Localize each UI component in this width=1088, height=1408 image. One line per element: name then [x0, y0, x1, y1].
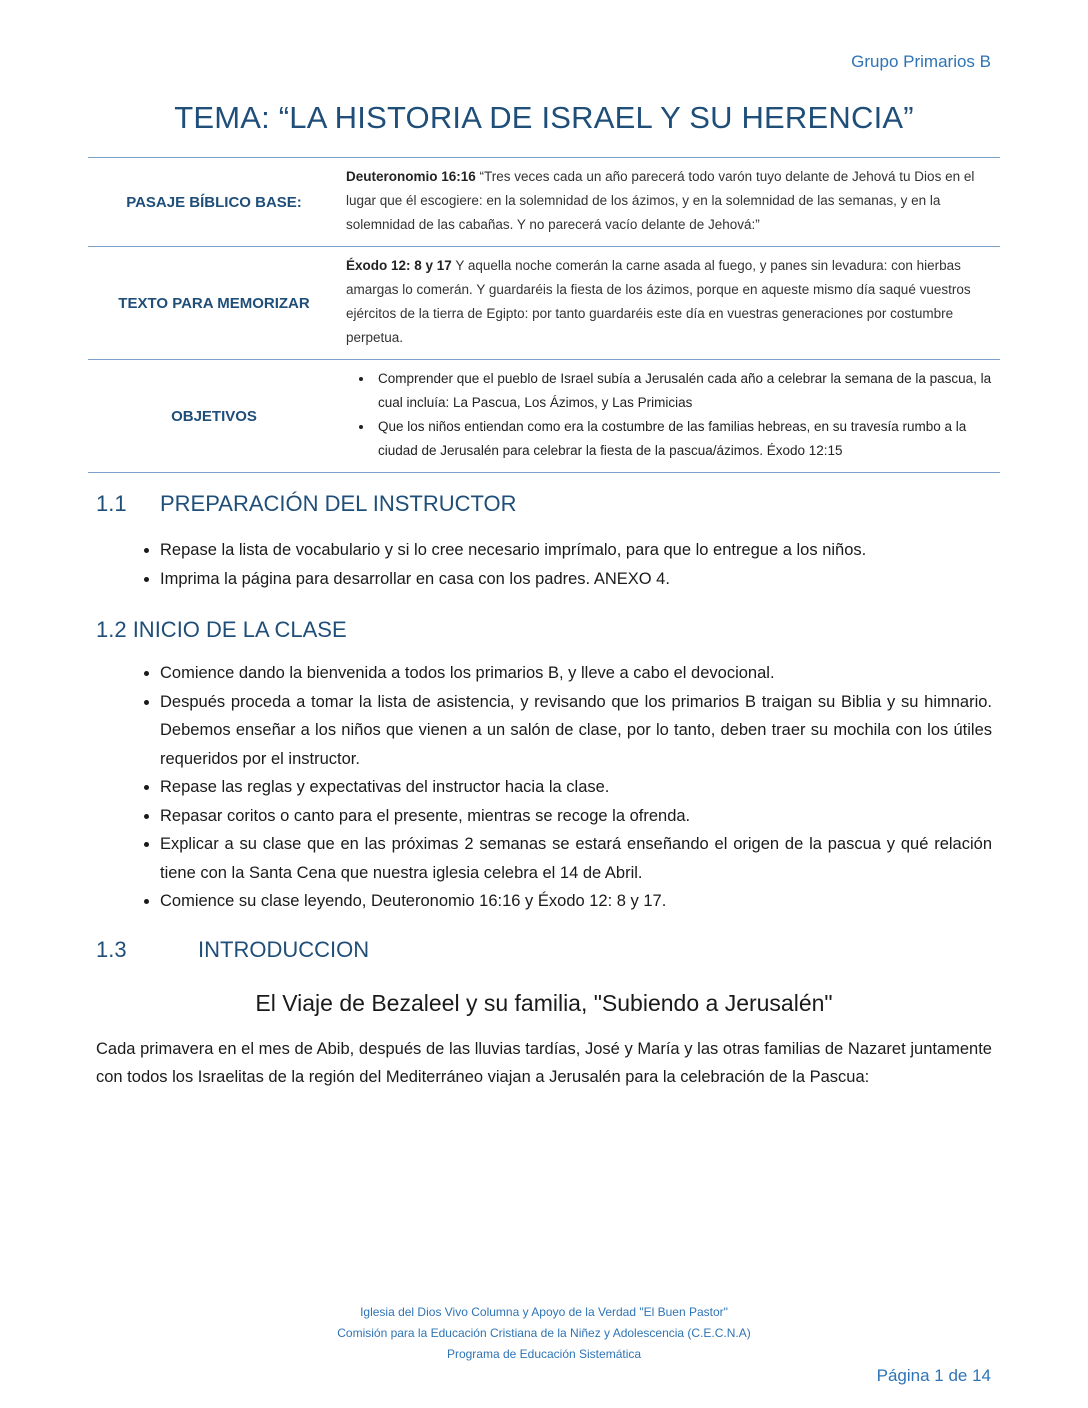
pasaje-label: PASAJE BÍBLICO BASE: [88, 158, 340, 247]
pasaje-content [340, 158, 1000, 247]
page-title: TEMA: “LA HISTORIA DE ISRAEL Y SU HERENCIA” [174, 100, 914, 135]
footer-church-name: Iglesia del Dios Vivo Columna y Apoyo de la Verdad "El Buen Pastor" [360, 1305, 728, 1319]
memorizar-row [88, 247, 1000, 360]
objetivo-item: • Que los niños entiendan como era la costumbre de las familias hebreas, en su travesía rumbo a la ciudad de Jerusalén para celebrar la fiesta de la pascua/ázimos. Éxodo 12:15 [374, 415, 1000, 463]
section-title: INTRODUCCION [198, 937, 370, 962]
header-group-label: Grupo Primarios B [851, 52, 991, 71]
section-1-3-heading [96, 937, 369, 963]
list-item: • Comience dando la bienvenida a todos los primarios B, y lleve a cabo el devocional. [160, 659, 992, 688]
objetivos-content [340, 360, 1000, 473]
objetivos-list [346, 367, 1000, 463]
section-1-2-heading: 1.2 INICIO DE LA CLASE [96, 617, 347, 642]
section-1-1-heading [96, 491, 517, 517]
list-item: • Imprima la página para desarrollar en casa con los padres. ANEXO 4. [160, 565, 992, 594]
list-item: • Repase la lista de vocabulario y si lo cree necesario imprímalo, para que lo entregue a los niños. [160, 536, 992, 565]
list-item: • Después proceda a tomar la lista de asistencia, y revisando que los primarios B traigan su Biblia y su himnario. Debemos enseñar a los niños que vienen a un salón de clase, por lo tanto, deben traer su mochila con los útiles requeridos por el instructor. [160, 688, 992, 774]
objetivos-row [88, 360, 1000, 473]
pasaje-ref: Deuteronomio 16:16 [346, 169, 476, 184]
pasaje-text: “Tres veces cada un año parecerá todo varón tuyo delante de Jehová tu Dios en el lugar que él escogiere: en la solemnidad de los ázimos, y en la solemnidad de las semanas, y en la solemnidad de las cabañas. Y no parecerá vacío delante de Jehová:” [346, 169, 975, 232]
memorizar-text: Y aquella noche comerán la carne asada al fuego, y panes sin levadura: con hierbas amargas lo comerán. Y guardaréis la fiesta de los ázimos, porque en aqueste mismo día saqué vuestros ejércitos de la tierra de Egipto: por tanto guardaréis este día en vuestras generaciones por costumbre perpetua. [346, 258, 971, 345]
story-subtitle: El Viaje de Bezaleel y su familia, "Subiendo a Jerusalén" [255, 990, 833, 1016]
pasaje-row [88, 158, 1000, 247]
memorizar-label: TEXTO PARA MEMORIZAR [88, 247, 340, 360]
section-number: 1.3 [96, 937, 127, 962]
objetivo-item: • Comprender que el pueblo de Israel subía a Jerusalén cada año a celebrar la semana de la pascua, la cual incluía: La Pascua, Los Ázimos, y Las Primicias [374, 367, 1000, 415]
info-table [88, 157, 1000, 473]
intro-paragraph: Cada primavera en el mes de Abib, después de las lluvias tardías, José y María y las otras familias de Nazaret juntamente con todos los Israelitas de la región del Mediterráneo viajan a Jerusalén para la celebración de la Pascua: [96, 1040, 992, 1086]
footer [0, 1302, 1088, 1365]
list-item: • Comience su clase leyendo, Deuteronomio 16:16 y Éxodo 12: 8 y 17. [160, 887, 992, 916]
instructor-prep-list [96, 536, 992, 593]
section-title: PREPARACIÓN DEL INSTRUCTOR [160, 491, 517, 516]
class-start-list [96, 659, 992, 916]
footer-commission: Comisión para la Educación Cristiana de la Niñez y Adolescencia (C.E.C.N.A) [337, 1326, 751, 1340]
list-item: • Repasar coritos o canto para el presente, mientras se recoge la ofrenda. [160, 802, 992, 831]
section-number: 1.1 [96, 491, 127, 516]
memorizar-content [340, 247, 1000, 360]
objetivos-label: OBJETIVOS [88, 360, 340, 473]
memorizar-ref: Éxodo 12: 8 y 17 [346, 258, 452, 273]
list-item: • Explicar a su clase que en las próximas 2 semanas se estará enseñando el origen de la pascua y qué relación tiene con la Santa Cena que nuestra iglesia celebra el 14 de Abril. [160, 830, 992, 887]
list-item: • Repase las reglas y expectativas del instructor hacia la clase. [160, 773, 992, 802]
footer-program: Programa de Educación Sistemática [446, 1347, 642, 1361]
page-number: Página 1 de 14 [876, 1366, 991, 1385]
